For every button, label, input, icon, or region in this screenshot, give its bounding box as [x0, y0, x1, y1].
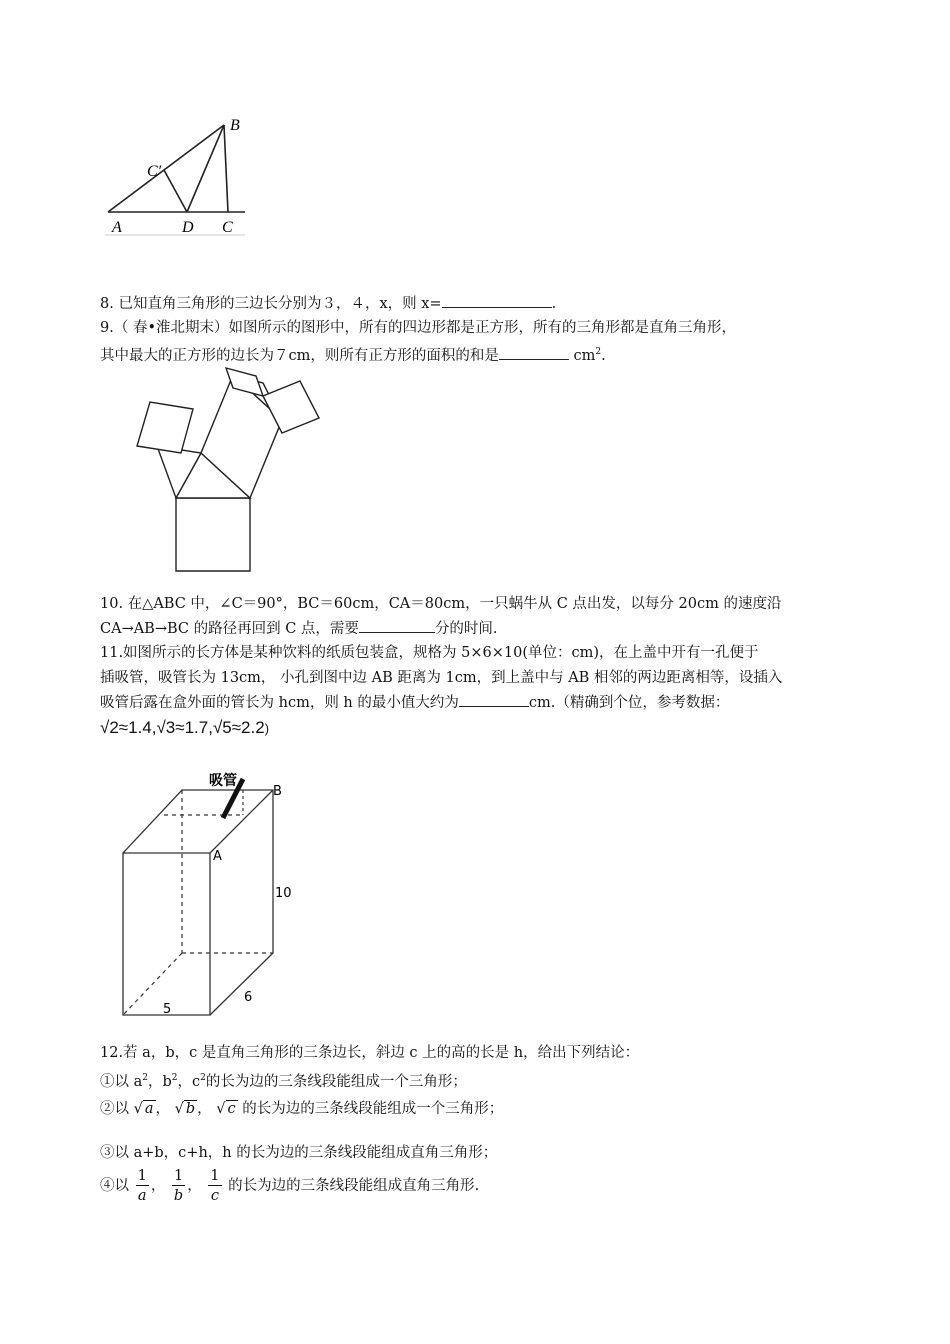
triangle-figure	[100, 110, 260, 240]
answer-blank[interactable]	[459, 692, 529, 707]
label-b: B	[273, 784, 282, 799]
question-10-line2: CA→AB→BC 的路径再回到 C 点，需要 分的时间.	[100, 618, 498, 639]
label-d: D	[182, 219, 194, 236]
question-12-line1: 12.若 a，b，c 是直角三角形的三条边长，斜边 c 上的高的长是 h，给出下列结论：	[100, 1045, 640, 1061]
answer-blank[interactable]	[359, 618, 435, 633]
label-c: C	[222, 219, 233, 236]
question-11-line3: 吸管后露在盒外面的管长为 hcm，则 h 的最小值大约为 cm.（精确到个位，参考数据：	[100, 692, 729, 713]
label-b: B	[230, 117, 240, 134]
label-width: 6	[244, 990, 253, 1005]
conclusion-4: ④以 $\frac{1}{a}$ ， $\frac{1}{b}$ ， $\frac{1}{c}$ 的长为边的三条线段能组成直角三角形.	[100, 1167, 480, 1204]
sqrt-b: √ b	[174, 1101, 196, 1117]
label-a: A	[112, 219, 122, 236]
conclusion-1: ①以 $a^2$，$b^2$，$c^2$的长为边的三条线段能组成一个三角形；	[100, 1073, 467, 1090]
question-9-line2: 其中最大的正方形的边长为７cm，则所有正方形的面积的和是 $cm^2$.	[100, 342, 606, 366]
answer-blank[interactable]	[499, 345, 569, 360]
question-10-line1: 10. 在△ABC 中，∠C＝90°，BC＝60cm，CA＝80cm，一只蜗牛从 C 点出发，以每分 20cm 的速度沿	[100, 596, 782, 612]
pythagoras-tree-drawing	[95, 365, 335, 575]
question-9-line1: 9.（ 春•淮北期末）如图所示的图形中，所有的四边形都是正方形，所有的三角形都是直角三角形，	[100, 320, 736, 336]
sqrt-a: √ a	[133, 1101, 154, 1117]
label-c-prime: C′	[147, 163, 162, 180]
reference-data: √2≈1.4,√3≈1.7,√5≈2.2)	[100, 718, 270, 737]
fraction-1-over-b: $\frac{1}{b}$	[173, 1167, 184, 1204]
label-a: A	[213, 849, 222, 864]
box-figure	[115, 765, 315, 1025]
fraction-1-over-c: $\frac{1}{c}$	[210, 1167, 220, 1204]
conclusion-2: ②以 √ a ， √ b ， √ c 的长为边的三条线段能组成一个三角形；	[100, 1101, 504, 1117]
question-11-line2: 插吸管，吸管长为 13cm， 小孔到图中边 AB 距离为 1cm，到上盖中与 AB 相邻的两边距离相等，设插入	[100, 670, 783, 686]
conclusion-3: ③以 a+b，c+h，h 的长为边的三条线段能组成直角三角形；	[100, 1145, 498, 1161]
question-11-line1: 11.如图所示的长方体是某种饮料的纸质包装盒，规格为 5×6×10(单位：cm)，在上盖中开有一孔便于	[100, 645, 759, 661]
answer-blank[interactable]	[442, 293, 552, 308]
label-height: 10	[275, 886, 292, 901]
fraction-1-over-a: $\frac{1}{a}$	[137, 1167, 147, 1204]
question-8: 8. 已知直角三角形的三边长分别为３，４，x，则 x= .	[100, 293, 556, 314]
straw-label: 吸管	[209, 773, 237, 789]
label-depth: 5	[163, 1002, 172, 1017]
sqrt-c: √ c	[216, 1101, 236, 1117]
